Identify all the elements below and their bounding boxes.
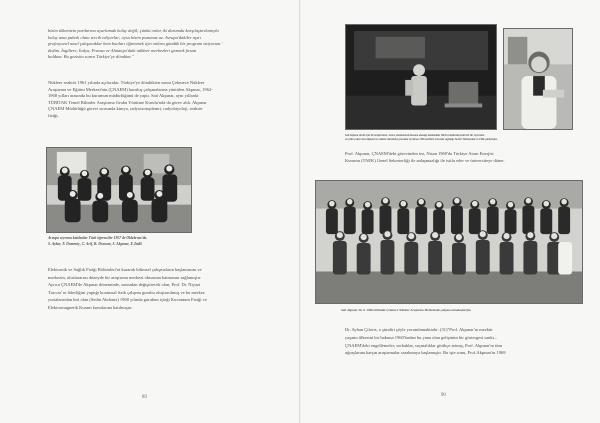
text-line: Elektronik ve Sağlık Fiziği Bölümleri'ni kurarak bilimsel çalışmaların başlamasını ve [48, 267, 202, 272]
text-line: Turcıar' ın liderliğini yaptığı koramsal fizik çalışma gurubu oluşturulmuş ve bu merkez [48, 289, 205, 295]
quote-block [48, 28, 270, 61]
quote-line: buldum. Bu gezisiin sonra Türkiye'ye döndüm." [48, 54, 134, 60]
text-line: TÜBİTAK Temel Bilimler Araştırma Grubu Yürütme Kurulu'nda da görev aldı. Akpınar [48, 99, 207, 105]
text-line: fiziği, [48, 112, 59, 118]
right-paragraph-2 [345, 326, 573, 357]
left-paragraph-2 [48, 266, 270, 312]
right-paragraph-1 [345, 151, 573, 164]
staff-group-photo [315, 180, 583, 304]
text-line: Kurumu (TAEK) Genel Sekreterliği ile anlaşmazlığı ile istifa eder ve üniversiteye döner. [345, 157, 505, 163]
quote-line: kolay ama pahalı olanı tercih ediyorlar; oysa bizim pozumuz az. Avrupa'dakiler aşırı [48, 34, 201, 40]
text-line: ÇNAEM Müdürlüğü görevi sırasında kimya, radyoizotoplemri, radyobiyoloji, reaktör [48, 106, 203, 112]
text-line: 1968 yılları arasında bu kurumun müdürlüğünü de yaptı. Sait Akpınar, aynı yıllarda [48, 93, 199, 99]
text-line: yurtalarından biri olan (Sedin Ahdonis) 1968 yılında gurubun içteği Kuvantum Fiziği ve [48, 297, 207, 303]
text-line: Nükleer reaktör 1961 yılında açılacaktı. Türkiye'ye döndükten sonra Çekmece Nükleer [48, 80, 205, 85]
text-line: ÇNAEM'deki engellemeler, sorbaklar, saçmalıklar gittikçe artmış, Prof. Akpınar'ın tüm [345, 342, 502, 348]
caption-line: S. Aybar, F. Domeniç, C. Arif, B. Doxnun, S. Akpınar, E.Tadil. [48, 241, 143, 246]
text-line: Dr. Ayhan Çiloris, o şimdiri şöyle yorumlamaktadır: (31)"Prof. Akpınar'ın mezkür [345, 327, 493, 332]
text-line: uğraşlarına karşın araştırmalar sarahmaya başlamıştır. Bu işte sonu, Prof.Akpınar'ın 1969 [345, 350, 506, 356]
lecture-photo [345, 24, 497, 130]
left-paragraph-1 [48, 80, 270, 120]
right-page [301, 0, 600, 423]
text-line: Ayrıca ÇNAEM'de Akpınar döneminde, sonradan değiştirecek olan, Prof. Dr. Niyazi [48, 282, 201, 288]
text-line: yaşamı ülkesini bir bakıma 1960'lardan bu yana olan gelişimin bir göstergesi sanki... [345, 334, 498, 340]
quote-line: profesyonel nasıl çalışacaklar hem bunları öğrenmek için onlara gündük bir program istiyorum.' [48, 41, 223, 47]
students-photo-caption [48, 236, 248, 247]
quote-line: dedim. İngiltere, İtalya, Fransa ve Almanya'daki nükleer merkezleri gezmek fırsatı [48, 47, 197, 53]
caption-line: Sait Akpınar devlet için bir konferansta. Sonra yakalanarak davanın alanağı hakkındaki. Birinci mühendisyenin bir tür seyircinin [345, 134, 485, 137]
text-line: Elektromagnetik Kuram konularına katılmıştır. [48, 304, 133, 310]
text-line: merkezin, uluslararası düzeyde bir araştırma merkezi olmasına katmasını sağlamıştır. [48, 274, 202, 280]
text-line: Prof. Akpınar, ÇNAEM'deki görevinden tez, Nisan 1969'da Türkiye Atom Enerjisi [345, 151, 494, 156]
caption-line: Avrupa seyrana katılanlar Türk öğrenciler 1957'de Oldebrom'da. [48, 236, 148, 240]
lecture-photo-caption [345, 134, 573, 142]
page-number-left: 89 [142, 395, 147, 400]
staff-photo-caption: Sait Akpınar 26. 6. 1966 tarihinde Çekmece Nükleer Araştırma Merkezinde çalışma arkadaşlarıyla. [341, 308, 472, 312]
left-page [0, 0, 299, 423]
caption-line: şu yıllar çalıştı Sait Akpınar'ın cuhteki sürekleme prosudur ok duran 1986 tarihleri arasında yapıldığı Sesleri Türkmanlar'ın Fizik şürüyüşten. [345, 138, 498, 141]
portrait-photo [503, 28, 573, 130]
quote-line: bizim ülkemizin partlarına uyarlamak kolay değil; çünkü onlar iki durumda karşılaştırılamıyla [48, 28, 219, 33]
page-number-right: 90 [441, 393, 446, 398]
text-line: Araştırma ve Eğitim Merkezi'nin (ÇNAEM) kuruluş çalışmalarına yüntülen Akpınar, 1962- [48, 86, 213, 92]
students-group-photo [46, 147, 192, 233]
